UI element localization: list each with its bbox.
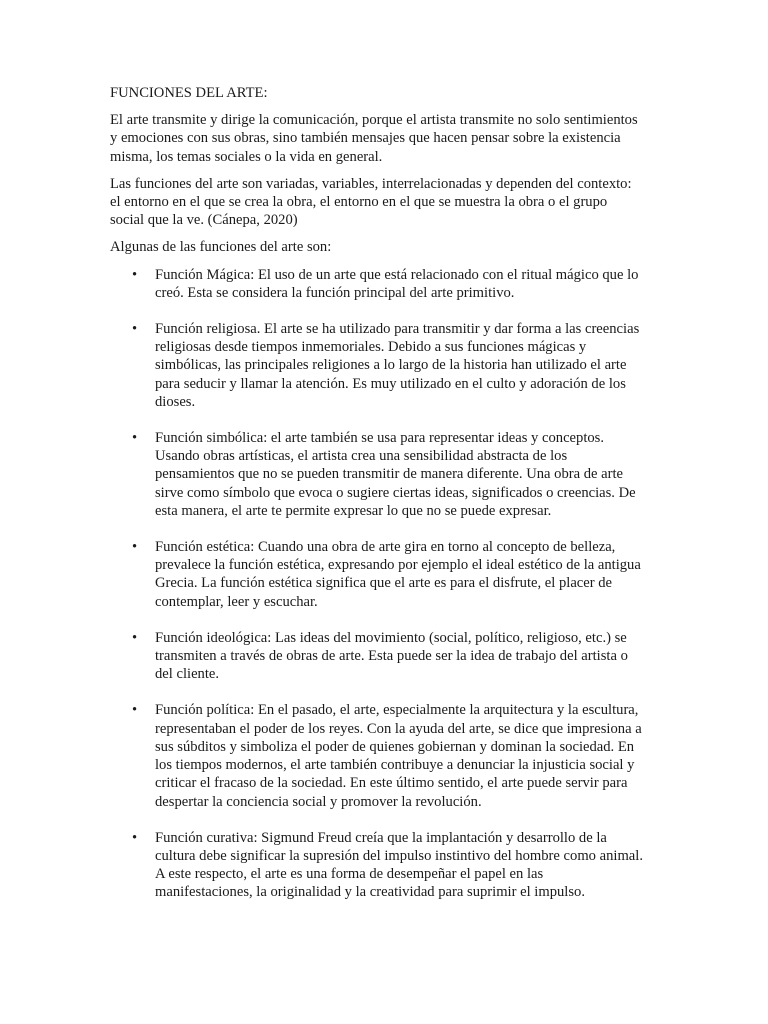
list-item-funcion-politica	[110, 701, 644, 810]
list-item-text: Función Mágica: El uso de un arte que está relacionado con el ritual mágico que lo creó. Esta se considera la función principal del arte primitivo.	[155, 266, 639, 301]
list-item-text: Función estética: Cuando una obra de arte gira en torno al concepto de belleza, prevalece la función estética, expresando por ejemplo el ideal estético de la antigua Grecia. La función estética significa que el arte es para el disfrute, el placer de contemplar, leer y escuchar.	[155, 539, 641, 610]
document-title: FUNCIONES DEL ARTE:	[110, 85, 268, 101]
bullet-icon: •	[132, 266, 138, 283]
bullet-icon: •	[132, 539, 138, 556]
bullet-icon: •	[132, 430, 138, 447]
intro-paragraph: El arte transmite y dirige la comunicación, porque el artista transmite no solo sentimientos y emociones con sus obras, sino también mensajes que hacen pensar sobre la existencia misma, los temas sociales o la vida en general.	[110, 112, 638, 165]
list-intro-paragraph: Algunas de las funciones del arte son:	[110, 239, 332, 256]
bullet-icon: •	[132, 702, 138, 719]
context-paragraph: Las funciones del arte son variadas, variables, interrelacionadas y dependen del contexto: el entorno en el que se crea la obra, el entorno en el que se muestra la obra o el grupo social que la ve. (Cánepa, 2020)	[110, 175, 632, 229]
list-item-funcion-religiosa	[110, 320, 644, 411]
list-item-text: Función política: En el pasado, el arte, especialmente la arquitectura y la escultura, representaban el poder de los reyes. Con la ayuda del arte, se dice que impresiona a sus súbditos y simboliza el poder de quienes gobiernan y dominan la sociedad. En los tiempos modernos, el arte también contribuye a denunciar la injusticia social y criticar el fracaso de la sociedad. En este último sentido, el arte puede servir para despertar la conciencia social y promover la revolución.	[155, 702, 642, 810]
functions-list	[110, 266, 644, 902]
bullet-icon: •	[132, 321, 138, 338]
bullet-icon: •	[132, 629, 138, 646]
list-item-funcion-estetica	[110, 538, 644, 611]
list-item-text: Función ideológica: Las ideas del movimiento (social, político, religioso, etc.) se transmiten a través de obras de arte. Esta puede ser la idea de trabajo del artista o del cliente.	[155, 629, 628, 683]
bullet-icon: •	[132, 829, 138, 846]
list-item-funcion-curativa	[110, 829, 644, 902]
list-item-funcion-magica	[110, 266, 644, 302]
list-item-text: Función religiosa. El arte se ha utilizado para transmitir y dar forma a las creencias religiosas desde tiempos inmemoriales. Debido a sus funciones mágicas y simbólicas, las principales religiones a lo largo de la historia han utilizado el arte para seducir y llamar la atención. Es muy utilizado en el culto y adoración de los dioses.	[155, 321, 640, 410]
list-item-text: Función simbólica: el arte también se usa para representar ideas y conceptos. Usando obras artísticas, el artista crea una sensibilidad abstracta de los pensamientos que no se pueden transmitir de manera diferente. Una obra de arte sirve como símbolo que evoca o sugiere ciertas ideas, significados o creencias. De esta manera, el arte te permite expresar lo que no se puede expresar.	[155, 430, 636, 519]
list-item-funcion-simbolica	[110, 429, 644, 520]
list-item-text: Función curativa: Sigmund Freud creía que la implantación y desarrollo de la cultura debe significar la supresión del impulso instintivo del hombre como animal. A este respecto, el arte es una forma de desempeñar el papel en las manifestaciones, la originalidad y la creatividad para suprimir el impulso.	[155, 829, 643, 901]
list-item-funcion-ideologica	[110, 629, 644, 684]
